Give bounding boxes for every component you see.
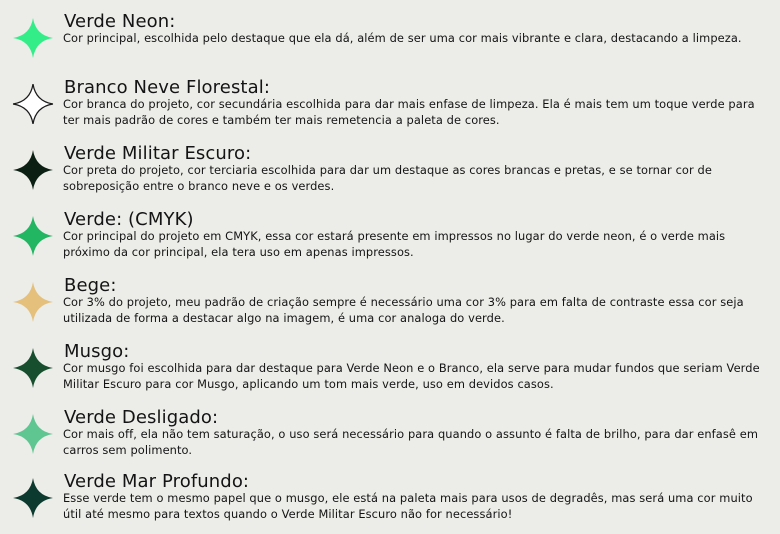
color-description: Cor preta do projeto, cor terciaria escolhida para dar um destaque as cores brancas e pretas, e se tornar cor de sobreposição entre o branco neve e os verdes. <box>63 163 712 193</box>
star-icon <box>12 215 54 257</box>
color-name: Bege: <box>64 275 117 296</box>
star-icon-shape <box>13 348 53 388</box>
color-name: Branco Neve Florestal: <box>64 77 270 98</box>
star-icon <box>12 347 54 389</box>
color-name: Verde Neon: <box>64 11 176 32</box>
color-description: Esse verde tem o mesmo papel que o musgo, ele está na paleta mais para usos de degradês, mas será uma cor muito útil até mesmo para textos quando o Verde Militar Escuro não for necessário! <box>63 491 753 521</box>
color-name: Verde: (CMYK) <box>64 209 194 230</box>
star-icon <box>12 149 54 191</box>
color-entry <box>0 4 780 70</box>
color-description: Cor mais off, ela não tem saturação, o uso será necessário para quando o assunto é falta de brilho, para dar enfasê em carros sem polimento. <box>63 427 759 457</box>
color-entry <box>0 136 780 202</box>
color-description: Cor musgo foi escolhida para dar destaque para Verde Neon e o Branco, ela serve para mudar fundos que seriam Verde Militar Escuro para cor Musgo, aplicando um tom mais verde, uso em devidos casos. <box>63 361 760 391</box>
star-icon-shape <box>13 216 53 256</box>
color-entry <box>0 400 780 466</box>
star-icon <box>12 17 54 59</box>
star-icon-shape <box>13 18 53 58</box>
star-icon <box>12 477 54 519</box>
color-name: Musgo: <box>64 341 130 362</box>
star-icon-shape <box>13 414 53 454</box>
color-entry <box>0 70 780 136</box>
star-icon <box>12 281 54 323</box>
color-name: Verde Mar Profundo: <box>64 471 250 492</box>
star-icon <box>12 413 54 455</box>
color-entry <box>0 334 780 400</box>
color-description: Cor 3% do projeto, meu padrão de criação sempre é necessário uma cor 3% para em falta de contraste essa cor seja utilizada de forma a destacar algo na imagem, é uma cor analoga do verde. <box>63 295 744 325</box>
star-icon-shape <box>13 150 53 190</box>
color-name: Verde Desligado: <box>64 407 219 428</box>
color-entry <box>0 464 780 530</box>
color-entry <box>0 202 780 268</box>
star-icon-shape <box>13 282 53 322</box>
color-name: Verde Militar Escuro: <box>64 143 252 164</box>
star-icon-shape <box>13 84 53 124</box>
color-entry <box>0 268 780 334</box>
star-icon-shape <box>13 478 53 518</box>
color-description: Cor branca do projeto, cor secundária escolhida para dar mais enfase de limpeza. Ela é mais tem um toque verde para ter mais padrão de cores e também ter mais remetencia a paleta de cores. <box>63 97 755 127</box>
star-icon <box>12 83 54 125</box>
color-description: Cor principal do projeto em CMYK, essa cor estará presente em impressos no lugar do verde neon, é o verde mais próximo da cor principal, ela tera uso em apenas impressos. <box>63 229 726 259</box>
color-description: Cor principal, escolhida pelo destaque que ela dá, além de ser uma cor mais vibrante e clara, destacando a limpeza. <box>63 31 742 45</box>
